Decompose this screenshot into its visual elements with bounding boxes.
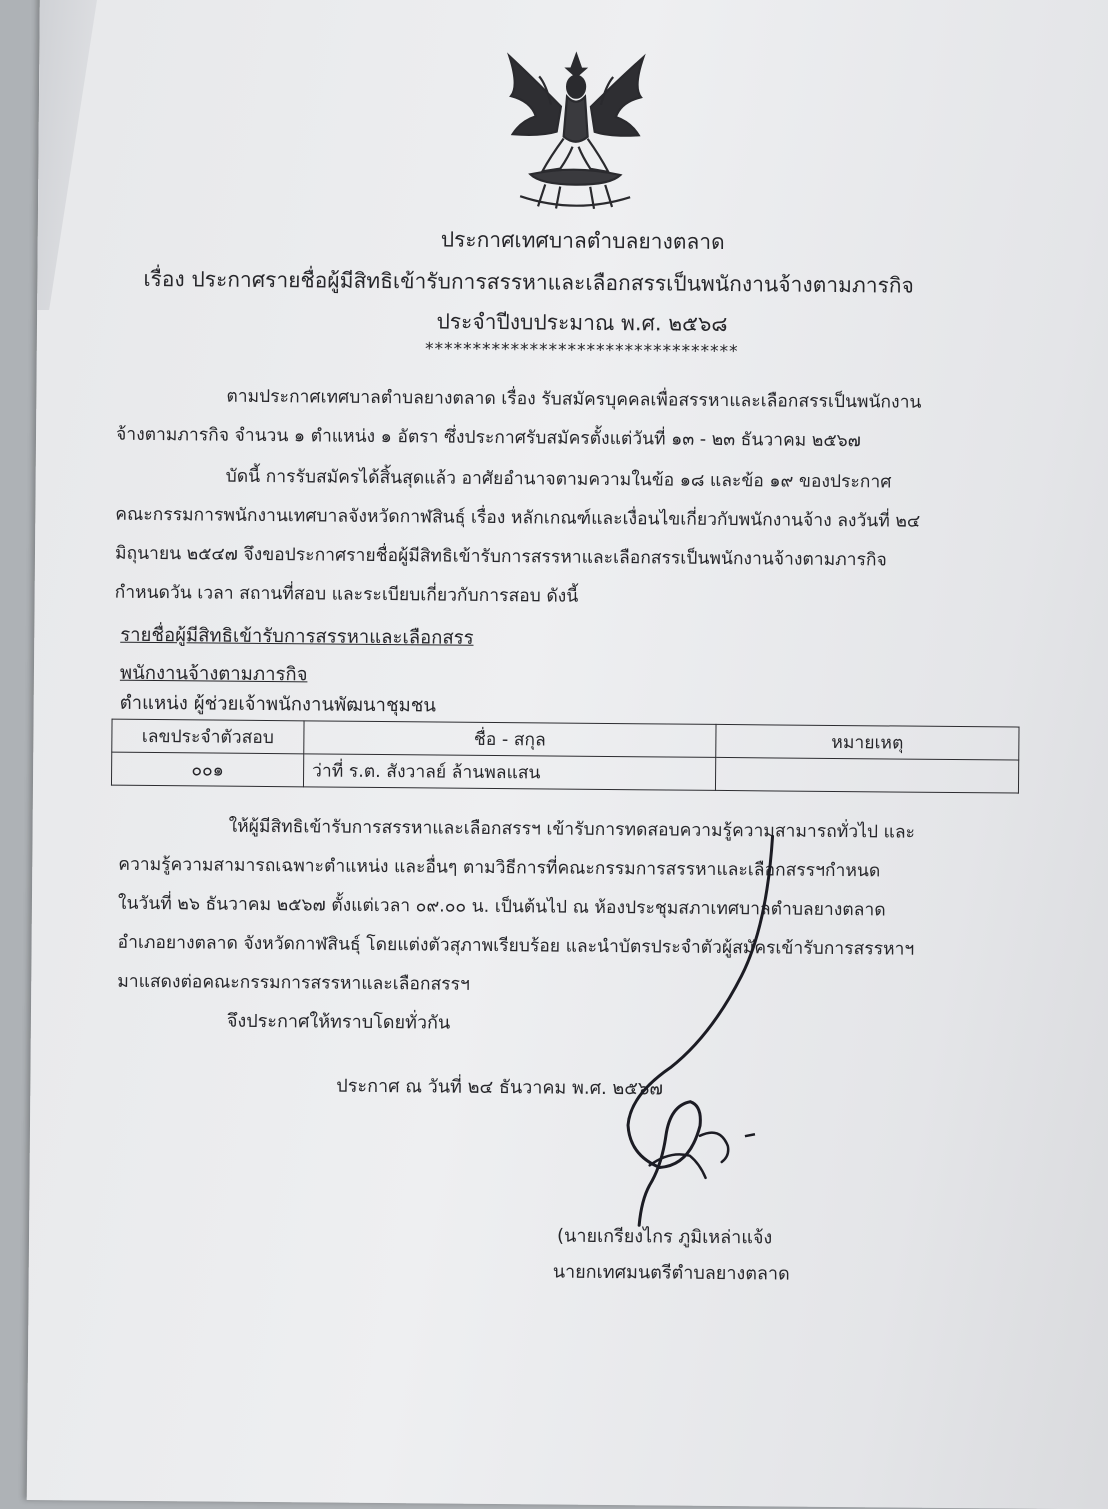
paragraph-2-line-3: มิถุนายน ๒๕๔๗ จึงขอประกาศรายชื่อผู้มีสิทธิเข้ารับการสรรหาและเลือกสรรเป็นพนักงานจ้างตามภารกิจ: [114, 543, 887, 571]
announcement-date: ประกาศ ณ วันที่ ๒๔ ธันวาคม พ.ศ. ๒๕๖๗: [336, 1075, 664, 1100]
document-page: [27, 0, 1108, 1509]
signatory-title: นายกเทศมนตรีตำบลยางตลาด: [552, 1261, 790, 1285]
announcement-title: ประกาศเทศบาลตำบลยางตลาด: [440, 227, 725, 254]
paragraph-1: [116, 377, 922, 462]
paragraph-3-line-2: ความรู้ความสามารถเฉพาะตำแหน่ง และอื่นๆ ตามวิธีการที่คณะกรรมการสรรหาและเลือกสรรฯกำหนด: [118, 854, 881, 882]
garuda-emblem-icon: [490, 46, 661, 217]
section-heading-candidates: รายชื่อผู้มีสิทธิเข้ารับการสรรหาและเลือกสรร: [120, 624, 474, 649]
cell-exam-id: ๐๐๑: [111, 752, 303, 787]
paragraph-3: [117, 807, 915, 1009]
paragraph-2-line-2: คณะกรรมการพนักงานเทศบาลจังหวัดกาฬสินธุ์ เรื่อง หลักเกณฑ์และเงื่อนไขเกี่ยวกับพนักงานจ้าง ลงวันที่ ๒๔: [115, 504, 921, 532]
separator-line: *********************************: [424, 339, 739, 363]
column-header-name: ชื่อ - สกุล: [304, 721, 716, 758]
paragraph-3-line-1: ให้ผู้มีสิทธิเข้ารับการสรรหาและเลือกสรรฯ เข้ารับการทดสอบความรู้ความสามารถทั่วไป และ: [228, 816, 916, 843]
fiscal-year-line: ประจำปีงบประมาณ พ.ศ. ๒๕๖๘: [436, 309, 728, 337]
paragraph-3-line-5: มาแสดงต่อคณะกรรมการสรรหาและเลือกสรรฯ: [117, 971, 470, 995]
paragraph-2-line-1: บัดนี้ การรับสมัครได้สิ้นสุดแล้ว อาศัยอำนาจตามความในข้อ ๑๘ และข้อ ๑๙ ของประกาศ: [225, 466, 892, 493]
cell-name: ว่าที่ ร.ต. สังวาลย์ ล้านพลแสน: [303, 754, 715, 791]
section-heading-employee-type: พนักงานจ้างตามภารกิจ: [119, 662, 308, 686]
paragraph-3-line-3: ในวันที่ ๒๖ ธันวาคม ๒๕๖๗ ตั้งแต่เวลา ๐๙.๐๐ น. เป็นต้นไป ณ ห้องประชุมสภาเทศบาลตำบลยางตลาด: [117, 893, 886, 921]
handwritten-signature: [549, 805, 793, 1247]
column-header-remark: หมายเหตุ: [716, 724, 1019, 760]
paragraph-2: [114, 457, 920, 620]
paragraph-2-line-4: กำหนดวัน เวลา สถานที่สอบ และระเบียบเกี่ยวกับการสอบ ดังนี้: [114, 582, 579, 607]
cell-remark: [715, 757, 1018, 793]
closing-line: จึงประกาศให้ทราบโดยทั่วกัน: [226, 1010, 451, 1034]
column-header-exam-id: เลขประจำตัวสอบ: [112, 719, 304, 754]
candidate-table: [111, 719, 1020, 794]
position-line: ตำแหน่ง ผู้ช่วยเจ้าพนักงานพัฒนาชุมชน: [119, 692, 437, 717]
paragraph-1-line-2: จ้างตามภารกิจ จำนวน ๑ ตำแหน่ง ๑ อัตรา ซึ่งประกาศรับสมัครตั้งแต่วันที่ ๑๓ - ๒๓ ธันวาคม ๒๕๖๗: [115, 424, 861, 452]
signatory-name: (นายเกรียงไกร ภูมิเหล่าแจ้ง: [556, 1225, 773, 1249]
subject-line: เรื่อง ประกาศรายชื่อผู้มีสิทธิเข้ารับการสรรหาและเลือกสรรเป็นพนักงานจ้างตามภารกิจ: [143, 266, 914, 298]
paragraph-1-line-1: ตามประกาศเทศบาลตำบลยางตลาด เรื่อง รับสมัครบุคคลเพื่อสรรหาและเลือกสรรเป็นพนักงาน: [226, 386, 922, 413]
paragraph-3-line-4: อำเภอยางตลาด จังหวัดกาฬสินธุ์ โดยแต่งตัวสุภาพเรียบร้อย และนำบัตรประจำตัวผู้สมัครเข้ารับการสรรหาฯ: [117, 932, 915, 960]
paper-fold-shadow: [37, 0, 100, 311]
table-row: [111, 752, 1018, 793]
